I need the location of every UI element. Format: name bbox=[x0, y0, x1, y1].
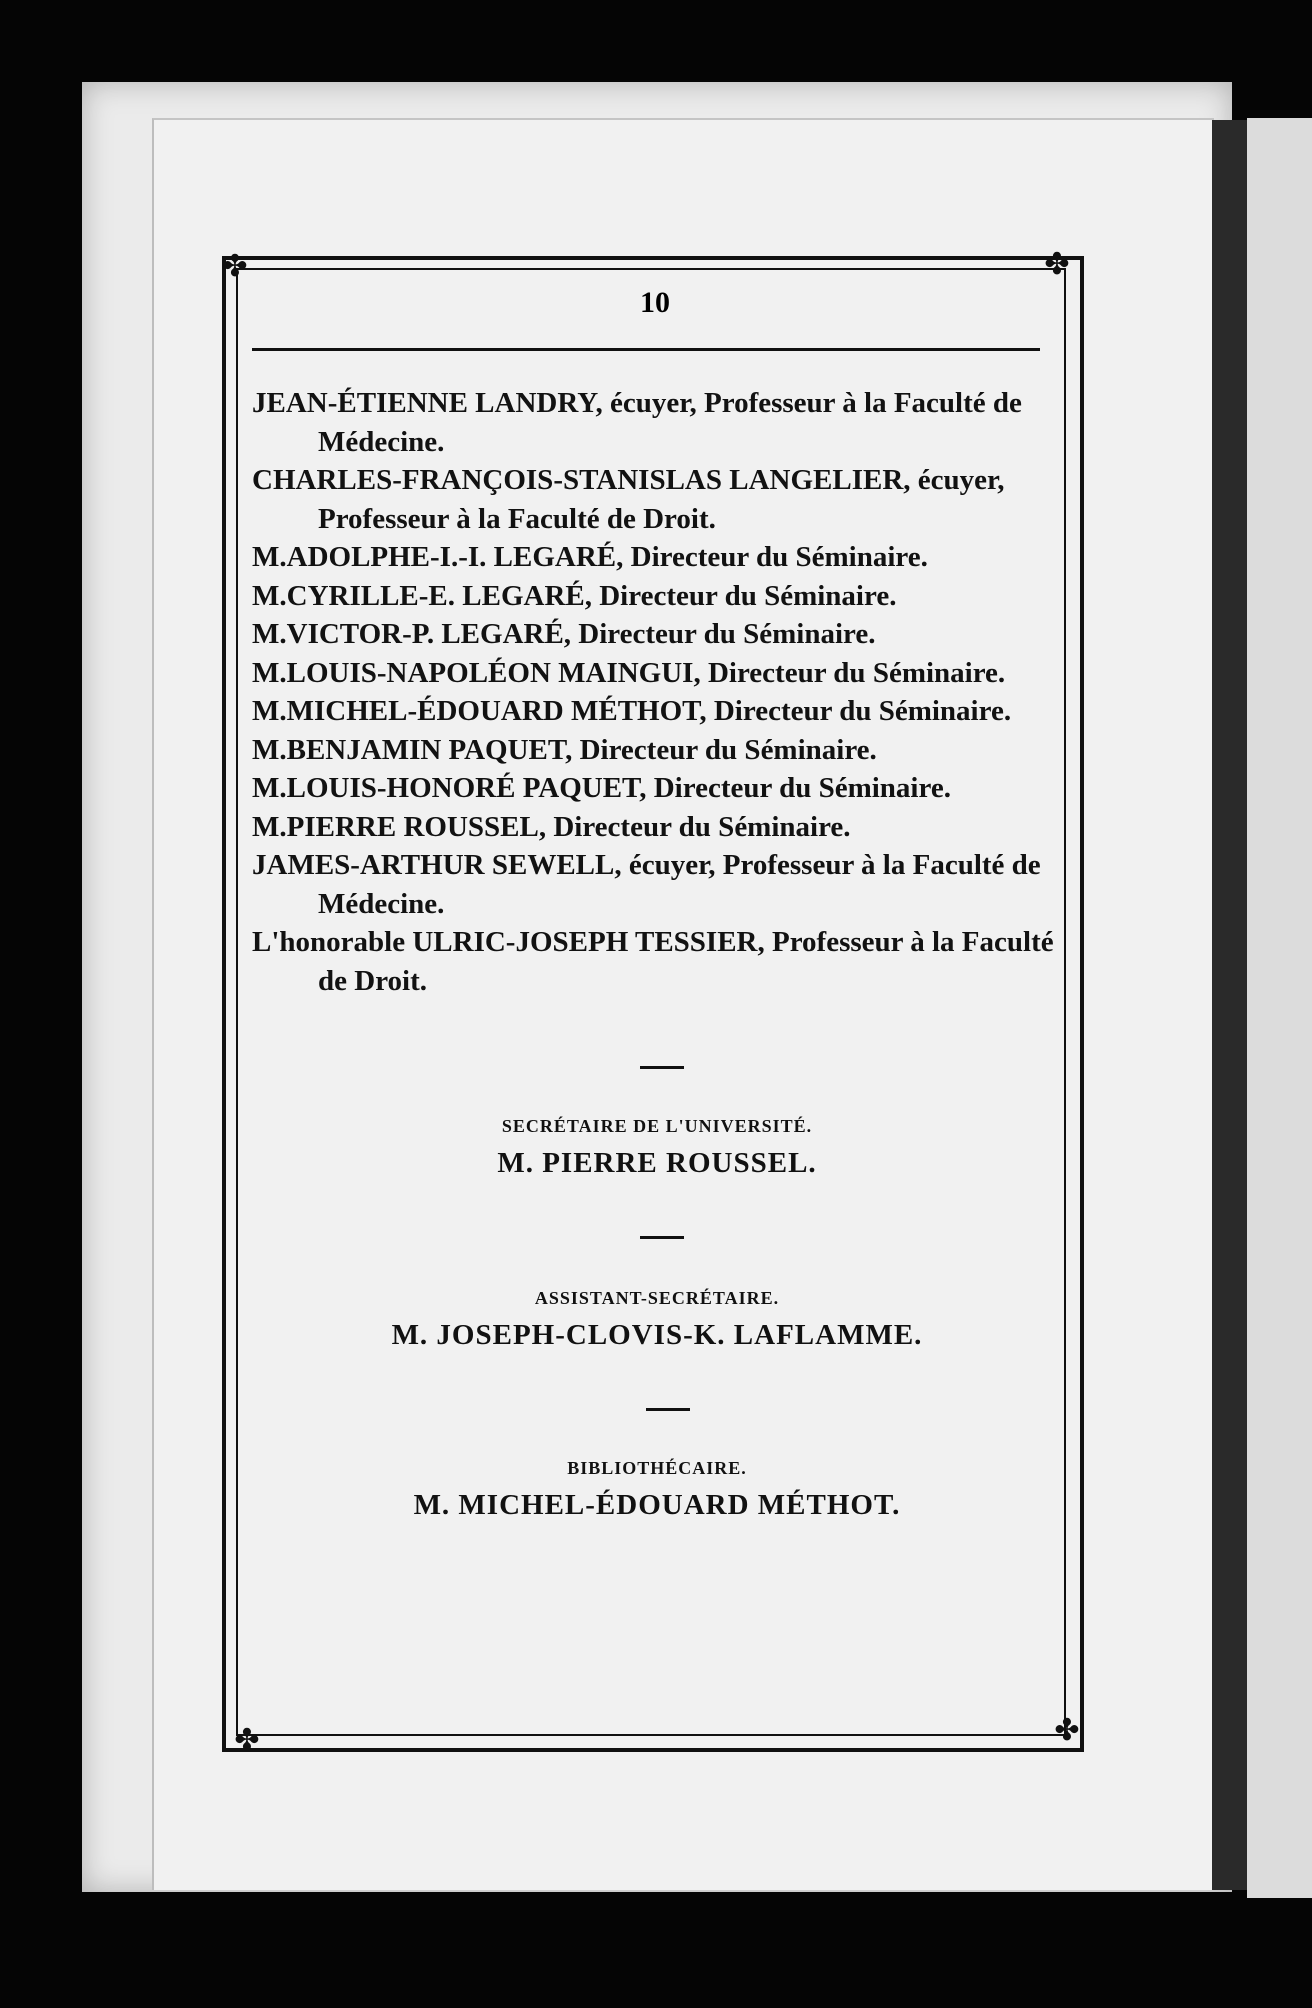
entry-prefix: M. bbox=[252, 810, 287, 843]
section-divider bbox=[640, 1236, 684, 1239]
section-title: SECRÉTAIRE DE L'UNIVERSITÉ. bbox=[501, 1116, 813, 1136]
list-item bbox=[252, 538, 1062, 577]
page-number: 10 bbox=[640, 286, 670, 319]
entry-text: MICHEL-ÉDOUARD MÉTHOT, Directeur du Séminaire. bbox=[286, 695, 1012, 727]
header-rule bbox=[252, 348, 1040, 351]
section-title: ASSISTANT-SECRÉTAIRE. bbox=[534, 1288, 780, 1308]
list-item bbox=[252, 923, 1062, 1000]
fleur-ornament-icon: ✤ bbox=[1054, 1713, 1080, 1748]
list-item bbox=[252, 461, 1062, 538]
entry-text: LOUIS-HONORÉ PAQUET, Directeur du Séminaire. bbox=[286, 772, 951, 804]
entry-prefix: M. bbox=[252, 579, 287, 612]
secretary-section bbox=[252, 1116, 1062, 1180]
adjacent-page-edge bbox=[1247, 118, 1312, 1898]
entry-text: CYRILLE-E. LEGARÉ, Directeur du Séminaire. bbox=[286, 579, 897, 612]
entry-text: PIERRE ROUSSEL, Directeur du Séminaire. bbox=[286, 810, 851, 843]
entry-text: L'honorable ULRIC-JOSEPH TESSIER, Professeur à la Faculté de Droit. bbox=[252, 926, 1054, 997]
entry-text: CHARLES-FRANÇOIS-STANISLAS LANGELIER, écuyer, Professeur à la Faculté de Droit. bbox=[252, 464, 1005, 535]
book-spine bbox=[1212, 120, 1247, 1890]
section-name: M. JOSEPH-CLOVIS-K. LAFLAMME. bbox=[391, 1319, 923, 1351]
list-item bbox=[252, 654, 1062, 693]
entry-prefix: M. bbox=[252, 733, 287, 766]
entry-text: BENJAMIN PAQUET, Directeur du Séminaire. bbox=[286, 733, 877, 766]
entry-text: VICTOR-P. LEGARÉ, Directeur du Séminaire. bbox=[286, 618, 876, 650]
list-item bbox=[252, 384, 1062, 461]
entry-prefix: M. bbox=[252, 695, 287, 727]
assistant-secretary-section bbox=[252, 1288, 1062, 1352]
list-item bbox=[252, 692, 1062, 731]
section-divider bbox=[640, 1066, 684, 1069]
entry-text: LOUIS-NAPOLÉON MAINGUI, Directeur du Séminaire. bbox=[286, 656, 1006, 689]
fleur-ornament-icon: ✤ bbox=[234, 1723, 260, 1758]
fleur-ornament-icon: ✤ bbox=[222, 249, 248, 284]
entry-prefix: M. bbox=[252, 541, 287, 573]
entry-prefix: M. bbox=[252, 618, 287, 650]
section-divider bbox=[646, 1408, 690, 1411]
list-item bbox=[252, 808, 1062, 847]
entry-text: JEAN-ÉTIENNE LANDRY, écuyer, Professeur à la Faculté de Médecine. bbox=[252, 387, 1022, 458]
entry-text: ADOLPHE-I.-I. LEGARÉ, Directeur du Séminaire. bbox=[286, 541, 928, 573]
librarian-section bbox=[252, 1458, 1062, 1522]
list-item bbox=[252, 769, 1062, 808]
entry-text: JAMES-ARTHUR SEWELL, écuyer, Professeur à la Faculté de Médecine. bbox=[252, 849, 1041, 920]
section-title: BIBLIOTHÉCAIRE. bbox=[567, 1458, 747, 1478]
entry-prefix: M. bbox=[252, 656, 287, 689]
list-item bbox=[252, 577, 1062, 616]
section-name: M. PIERRE ROUSSEL. bbox=[497, 1147, 817, 1179]
fleur-ornament-icon: ✤ bbox=[1044, 247, 1070, 282]
list-item bbox=[252, 846, 1062, 923]
entry-prefix: M. bbox=[252, 772, 287, 804]
list-item bbox=[252, 615, 1062, 654]
list-item bbox=[252, 731, 1062, 770]
member-list bbox=[252, 384, 1062, 1000]
section-name: M. MICHEL-ÉDOUARD MÉTHOT. bbox=[413, 1489, 901, 1521]
